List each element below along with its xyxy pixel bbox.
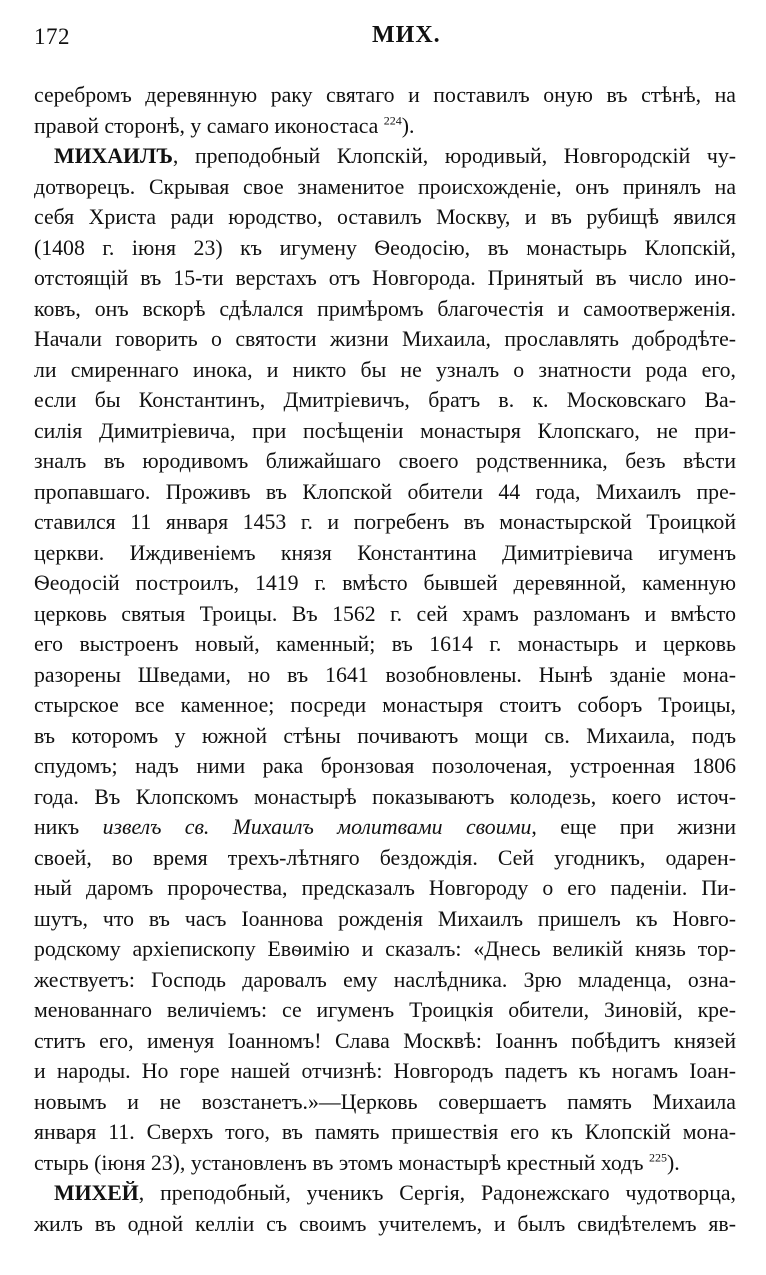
text-line <box>34 1056 736 1087</box>
text-line <box>34 507 736 538</box>
footnote-ref: 225 <box>648 1150 667 1165</box>
text-line <box>34 568 736 599</box>
text-run: года. Въ Клопскомъ монастырѣ показываютъ колодезь, коего источ- <box>34 784 736 809</box>
text-line <box>34 233 736 264</box>
text-run: , преподобный Клопскій, юродивый, Новгородскій чу- <box>172 144 736 168</box>
text-run: себя Христа ради юродство, оставилъ Москву, и въ рубищѣ явился <box>34 205 736 229</box>
text-line <box>34 965 736 996</box>
text-run: стырское все каменное; посреди монастыря стоитъ соборъ Троицы, <box>34 693 736 717</box>
text-run: ститъ его, именуя Іоанномъ! Слава Москвѣ: Іоаннъ побѣдитъ князей <box>34 1028 736 1053</box>
text-line <box>34 995 736 1026</box>
text-run: , преподобный, ученикъ Сергія, Радонежскаго чудотворца, <box>138 1181 736 1205</box>
text-run: , еще при жизни <box>531 815 736 839</box>
text-line <box>34 538 736 569</box>
text-line <box>34 446 736 477</box>
text-run: церкви. Иждивеніемъ князя Константина Димитріевича игуменъ <box>34 540 736 565</box>
text-run: силія Димитріевича, при посѣщеніи монастыря Клопскаго, не при- <box>34 418 736 443</box>
text-line <box>34 904 736 935</box>
text-run: ставился 11 января 1453 г. и погребенъ въ монастырской Троицкой <box>34 510 736 534</box>
text-line <box>34 324 736 355</box>
text-line <box>34 1209 736 1240</box>
text-line <box>34 1178 736 1209</box>
text-run: ковъ, онъ вскорѣ сдѣлался примѣромъ благочестія и самоотверженія. <box>34 296 736 321</box>
text-run: жилъ въ одной келліи съ своимъ учителемъ, и былъ свидѣтелемъ яв- <box>34 1211 736 1236</box>
text-line <box>34 1117 736 1148</box>
text-run: Ѳеодосій построилъ, 1419 г. вмѣсто бывшей деревянной, каменную <box>34 571 736 595</box>
text-line <box>34 812 736 843</box>
text-line <box>34 355 736 386</box>
page-header <box>34 20 734 60</box>
text-run: никъ <box>34 815 103 839</box>
footnote-ref: 224 <box>383 113 402 128</box>
text-run: Начали говорить о святости жизни Михаила, прославлять добродѣте- <box>34 327 736 351</box>
text-line <box>34 416 736 447</box>
page-number: 172 <box>34 24 70 49</box>
text-run: церковь святыя Троицы. Въ 1562 г. сей храмъ разломанъ и вмѣсто <box>34 601 736 626</box>
text-line <box>34 172 736 203</box>
text-line <box>34 263 736 294</box>
text-line <box>34 782 736 813</box>
text-run: родскому архіепископу Евѳимію и сказалъ: «Днесь великій князь тор- <box>34 937 736 961</box>
text-run: зналъ въ юродивомъ ближайшаго своего родственника, безъ вѣсти <box>34 449 736 473</box>
text-run: его выстроенъ новый, каменный; въ 1614 г. монастырь и церковь <box>34 632 736 656</box>
text-line <box>34 202 736 233</box>
text-line <box>34 843 736 874</box>
body-text <box>34 80 736 1239</box>
text-run: ). <box>401 113 415 138</box>
text-line <box>34 934 736 965</box>
text-run: своей, во время трехъ-лѣтняго бездождія. Сей угодникъ, одарен- <box>34 845 736 870</box>
text-run: серебромъ деревянную раку святаго и поставилъ оную въ стѣнѣ, на <box>34 83 736 107</box>
text-line <box>34 690 736 721</box>
text-run: правой сторонѣ, у самаго иконостаса <box>34 113 384 138</box>
running-head: МИХ. <box>372 22 441 48</box>
text-line <box>34 660 736 691</box>
text-run: новымъ и не возстанетъ.»—Церковь совершаетъ память Михаила <box>34 1089 736 1114</box>
text-line <box>34 294 736 325</box>
text-run: (1408 г. іюня 23) къ игумену Ѳеодосію, въ монастырь Клопскій, <box>34 235 736 260</box>
italic-quote: извелъ св. Михаилъ молитвами своими <box>102 815 532 839</box>
text-run: спудомъ; надъ ними рака бронзовая позолоченая, устроенная 1806 <box>34 754 736 778</box>
text-line <box>34 873 736 904</box>
text-line <box>34 599 736 630</box>
text-line <box>34 477 736 508</box>
text-line <box>34 751 736 782</box>
text-run: дотворецъ. Скрывая свое знаменитое происхожденіе, онъ принялъ на <box>34 174 736 199</box>
text-line <box>34 721 736 752</box>
text-line <box>34 80 736 111</box>
text-run: менованнаго величіемъ: се игуменъ Троицкія обители, Зиновій, кре- <box>34 998 736 1022</box>
text-line <box>34 1026 736 1057</box>
text-run: пропавшаго. Проживъ въ Клопской обители 44 года, Михаилъ пре- <box>34 479 736 504</box>
text-line <box>34 385 736 416</box>
text-line <box>34 1148 736 1179</box>
entry-heading: МИХЕЙ <box>54 1181 139 1205</box>
text-run: января 11. Сверхъ того, въ память пришествія его къ Клопскій мона- <box>34 1120 736 1144</box>
text-run: ли смиреннаго инока, и никто бы не узналъ о знатности рода его, <box>34 357 736 382</box>
text-run: жествуетъ: Господь даровалъ ему наслѣдника. Зрю младенца, озна- <box>34 967 736 992</box>
text-run: если бы Константинъ, Дмитріевичъ, братъ в. к. Московскаго Ва- <box>34 388 736 412</box>
text-line <box>34 111 736 142</box>
text-run: ный даромъ пророчества, предсказалъ Новгороду о его паденіи. Пи- <box>34 876 736 900</box>
entry-heading: МИХАИЛЪ <box>54 144 173 168</box>
text-line <box>34 141 736 172</box>
text-run: стырь (іюня 23), установленъ въ этомъ монастырѣ крестный ходъ <box>34 1150 649 1175</box>
text-run: шутъ, что въ часъ Іоаннова рожденія Михаилъ пришелъ къ Новго- <box>34 906 736 931</box>
text-run: въ которомъ у южной стѣны почиваютъ мощи св. Михаила, подъ <box>34 723 736 748</box>
text-line <box>34 1087 736 1118</box>
text-line <box>34 629 736 660</box>
text-run: и народы. Но горе нашей отчизнѣ: Новгородъ падетъ къ ногамъ Іоан- <box>34 1059 736 1083</box>
text-run: ). <box>666 1150 680 1175</box>
text-run: разорены Шведами, но въ 1641 возобновлены. Нынѣ зданіе мона- <box>34 662 736 687</box>
text-run: отстоящій въ 15-ти верстахъ отъ Новгорода. Принятый въ число ино- <box>34 266 736 290</box>
